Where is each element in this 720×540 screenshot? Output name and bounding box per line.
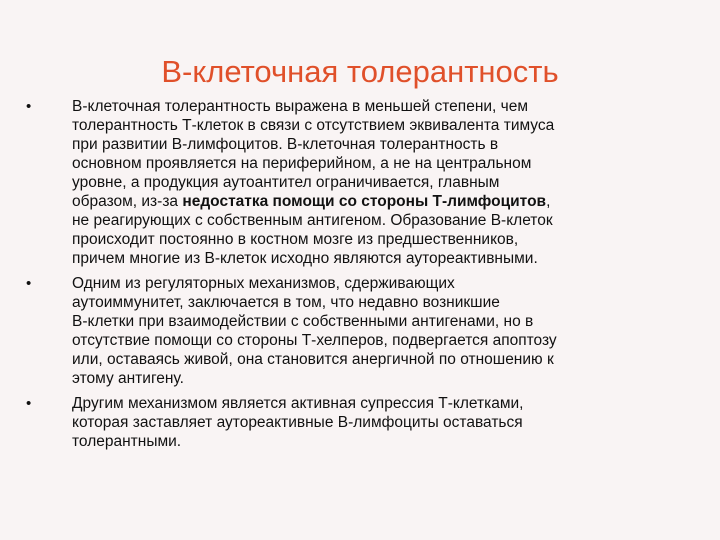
bullet-icon: • xyxy=(26,395,32,412)
bullet-line: которая заставляет аутореактивные В-лимфоциты оставаться xyxy=(72,414,523,431)
bullet-line: Одним из регуляторных механизмов, сдерживающих xyxy=(72,275,455,292)
bullet-line: основном проявляется на периферийном, а не на центральном xyxy=(72,155,532,172)
bullet-line: толерантными. xyxy=(72,433,182,450)
bullet-item-2 xyxy=(26,274,686,388)
bullet-line-with-emphasis xyxy=(72,192,686,211)
slide-title: В-клеточная толерантность xyxy=(161,54,559,89)
bullet-icon: • xyxy=(26,98,32,115)
bullet-list xyxy=(26,97,686,457)
bullet-line: Другим механизмом является активная супрессия Т-клетками, xyxy=(72,395,524,412)
bullet-line: аутоиммунитет, заключается в том, что недавно возникшие xyxy=(72,294,500,311)
bullet-line: толерантность Т-клеток в связи с отсутствием эквивалента тимуса xyxy=(72,117,555,134)
bullet-line: этому антигену. xyxy=(72,370,184,387)
bullet-line: отсутствие помощи со стороны Т-хелперов, подвергается апоптозу xyxy=(72,332,557,349)
bullet-line: происходит постоянно в костном мозге из предшественников, xyxy=(72,231,519,248)
bullet-line: причем многие из В-клеток исходно являются аутореактивными. xyxy=(72,250,538,267)
line-text-after: , xyxy=(546,193,551,210)
emphasis-text: недостатка помощи со стороны Т-лимфоцитов xyxy=(182,193,547,210)
bullet-line: В-клетки при взаимодействии с собственными антигенами, но в xyxy=(72,313,534,330)
bullet-line: при развитии В-лимфоцитов. В-клеточная толерантность в xyxy=(72,136,499,153)
bullet-line: или, оставаясь живой, она становится анергичной по отношению к xyxy=(72,351,554,368)
bullet-line: не реагирующих с собственным антигеном. Образование В-клеток xyxy=(72,212,553,229)
bullet-icon: • xyxy=(26,275,32,292)
bullet-line: В-клеточная толерантность выражена в меньшей степени, чем xyxy=(72,98,529,115)
bullet-item-1 xyxy=(26,97,686,268)
line-text-before: образом, из-за xyxy=(72,193,183,210)
bullet-line: уровне, а продукция аутоантител ограничивается, главным xyxy=(72,174,500,191)
bullet-item-3 xyxy=(26,394,686,451)
